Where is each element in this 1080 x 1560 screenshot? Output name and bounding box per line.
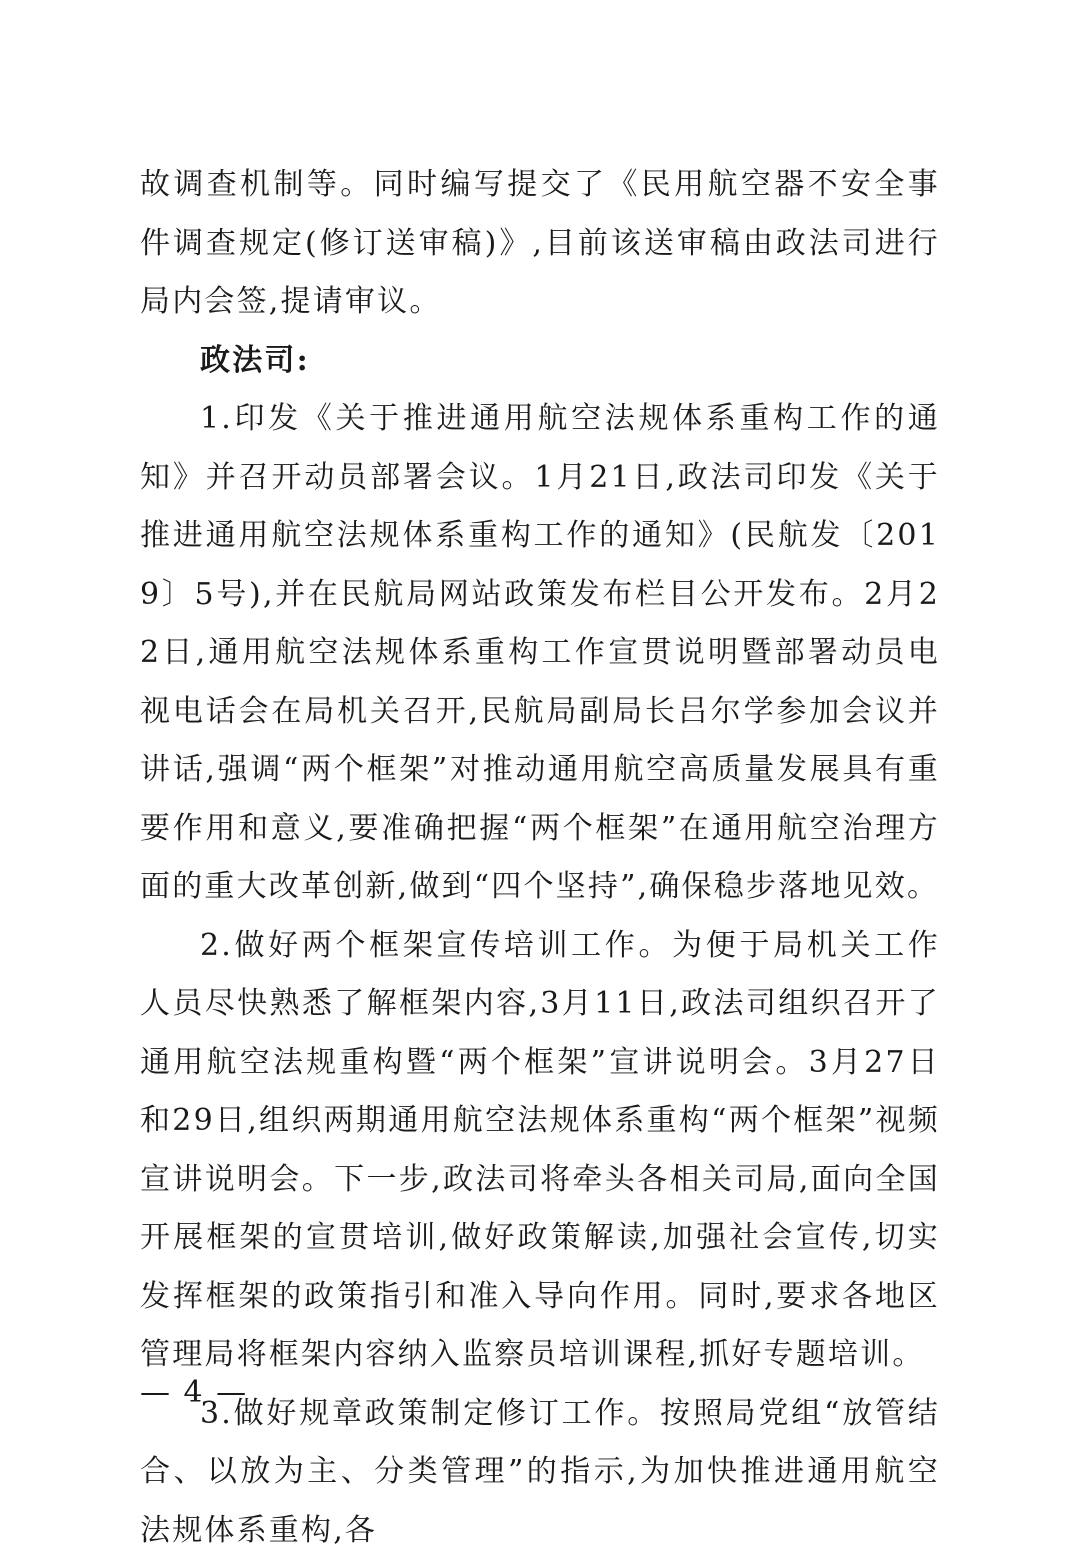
paragraph-item-1: 1.印发《关于推进通用航空法规体系重构工作的通知》并召开动员部署会议。1月21日,政法司印发《关于推进通用航空法规体系重构工作的通知》(民航发〔2019〕5号),并在民航局网站政策发布栏目公开发布。2月22日,通用航空法规体系重构工作宣贯说明暨部署动员电视电话会在局机关召开,民航局副局长吕尔学参加会议并讲话,强调“两个框架”对推动通用航空高质量发展具有重要作用和意义,要准确把握“两个框架”在通用航空治理方面的重大改革创新,做到“四个坚持”,确保稳步落地见效。 [140, 390, 940, 917]
paragraph-item-3: 3.做好规章政策制定修订工作。按照局党组“放管结合、以放为主、分类管理”的指示,为加快推进通用航空法规体系重构,各 [140, 1385, 940, 1560]
section-heading: 政法司: [140, 332, 940, 391]
page-number: — 4 — [140, 1373, 248, 1413]
paragraph-continuation: 故调查机制等。同时编写提交了《民用航空器不安全事件调查规定(修订送审稿)》,目前该送审稿由政法司进行局内会签,提请审议。 [140, 156, 940, 332]
document-body [140, 156, 940, 1560]
paragraph-item-2: 2.做好两个框架宣传培训工作。为便于局机关工作人员尽快熟悉了解框架内容,3月11日,政法司组织召开了通用航空法规重构暨“两个框架”宣讲说明会。3月27日和29日,组织两期通用航空法规体系重构“两个框架”视频宣讲说明会。下一步,政法司将牵头各相关司局,面向全国开展框架的宣贯培训,做好政策解读,加强社会宣传,切实发挥框架的政策指引和准入导向作用。同时,要求各地区管理局将框架内容纳入监察员培训课程,抓好专题培训。 [140, 917, 940, 1385]
